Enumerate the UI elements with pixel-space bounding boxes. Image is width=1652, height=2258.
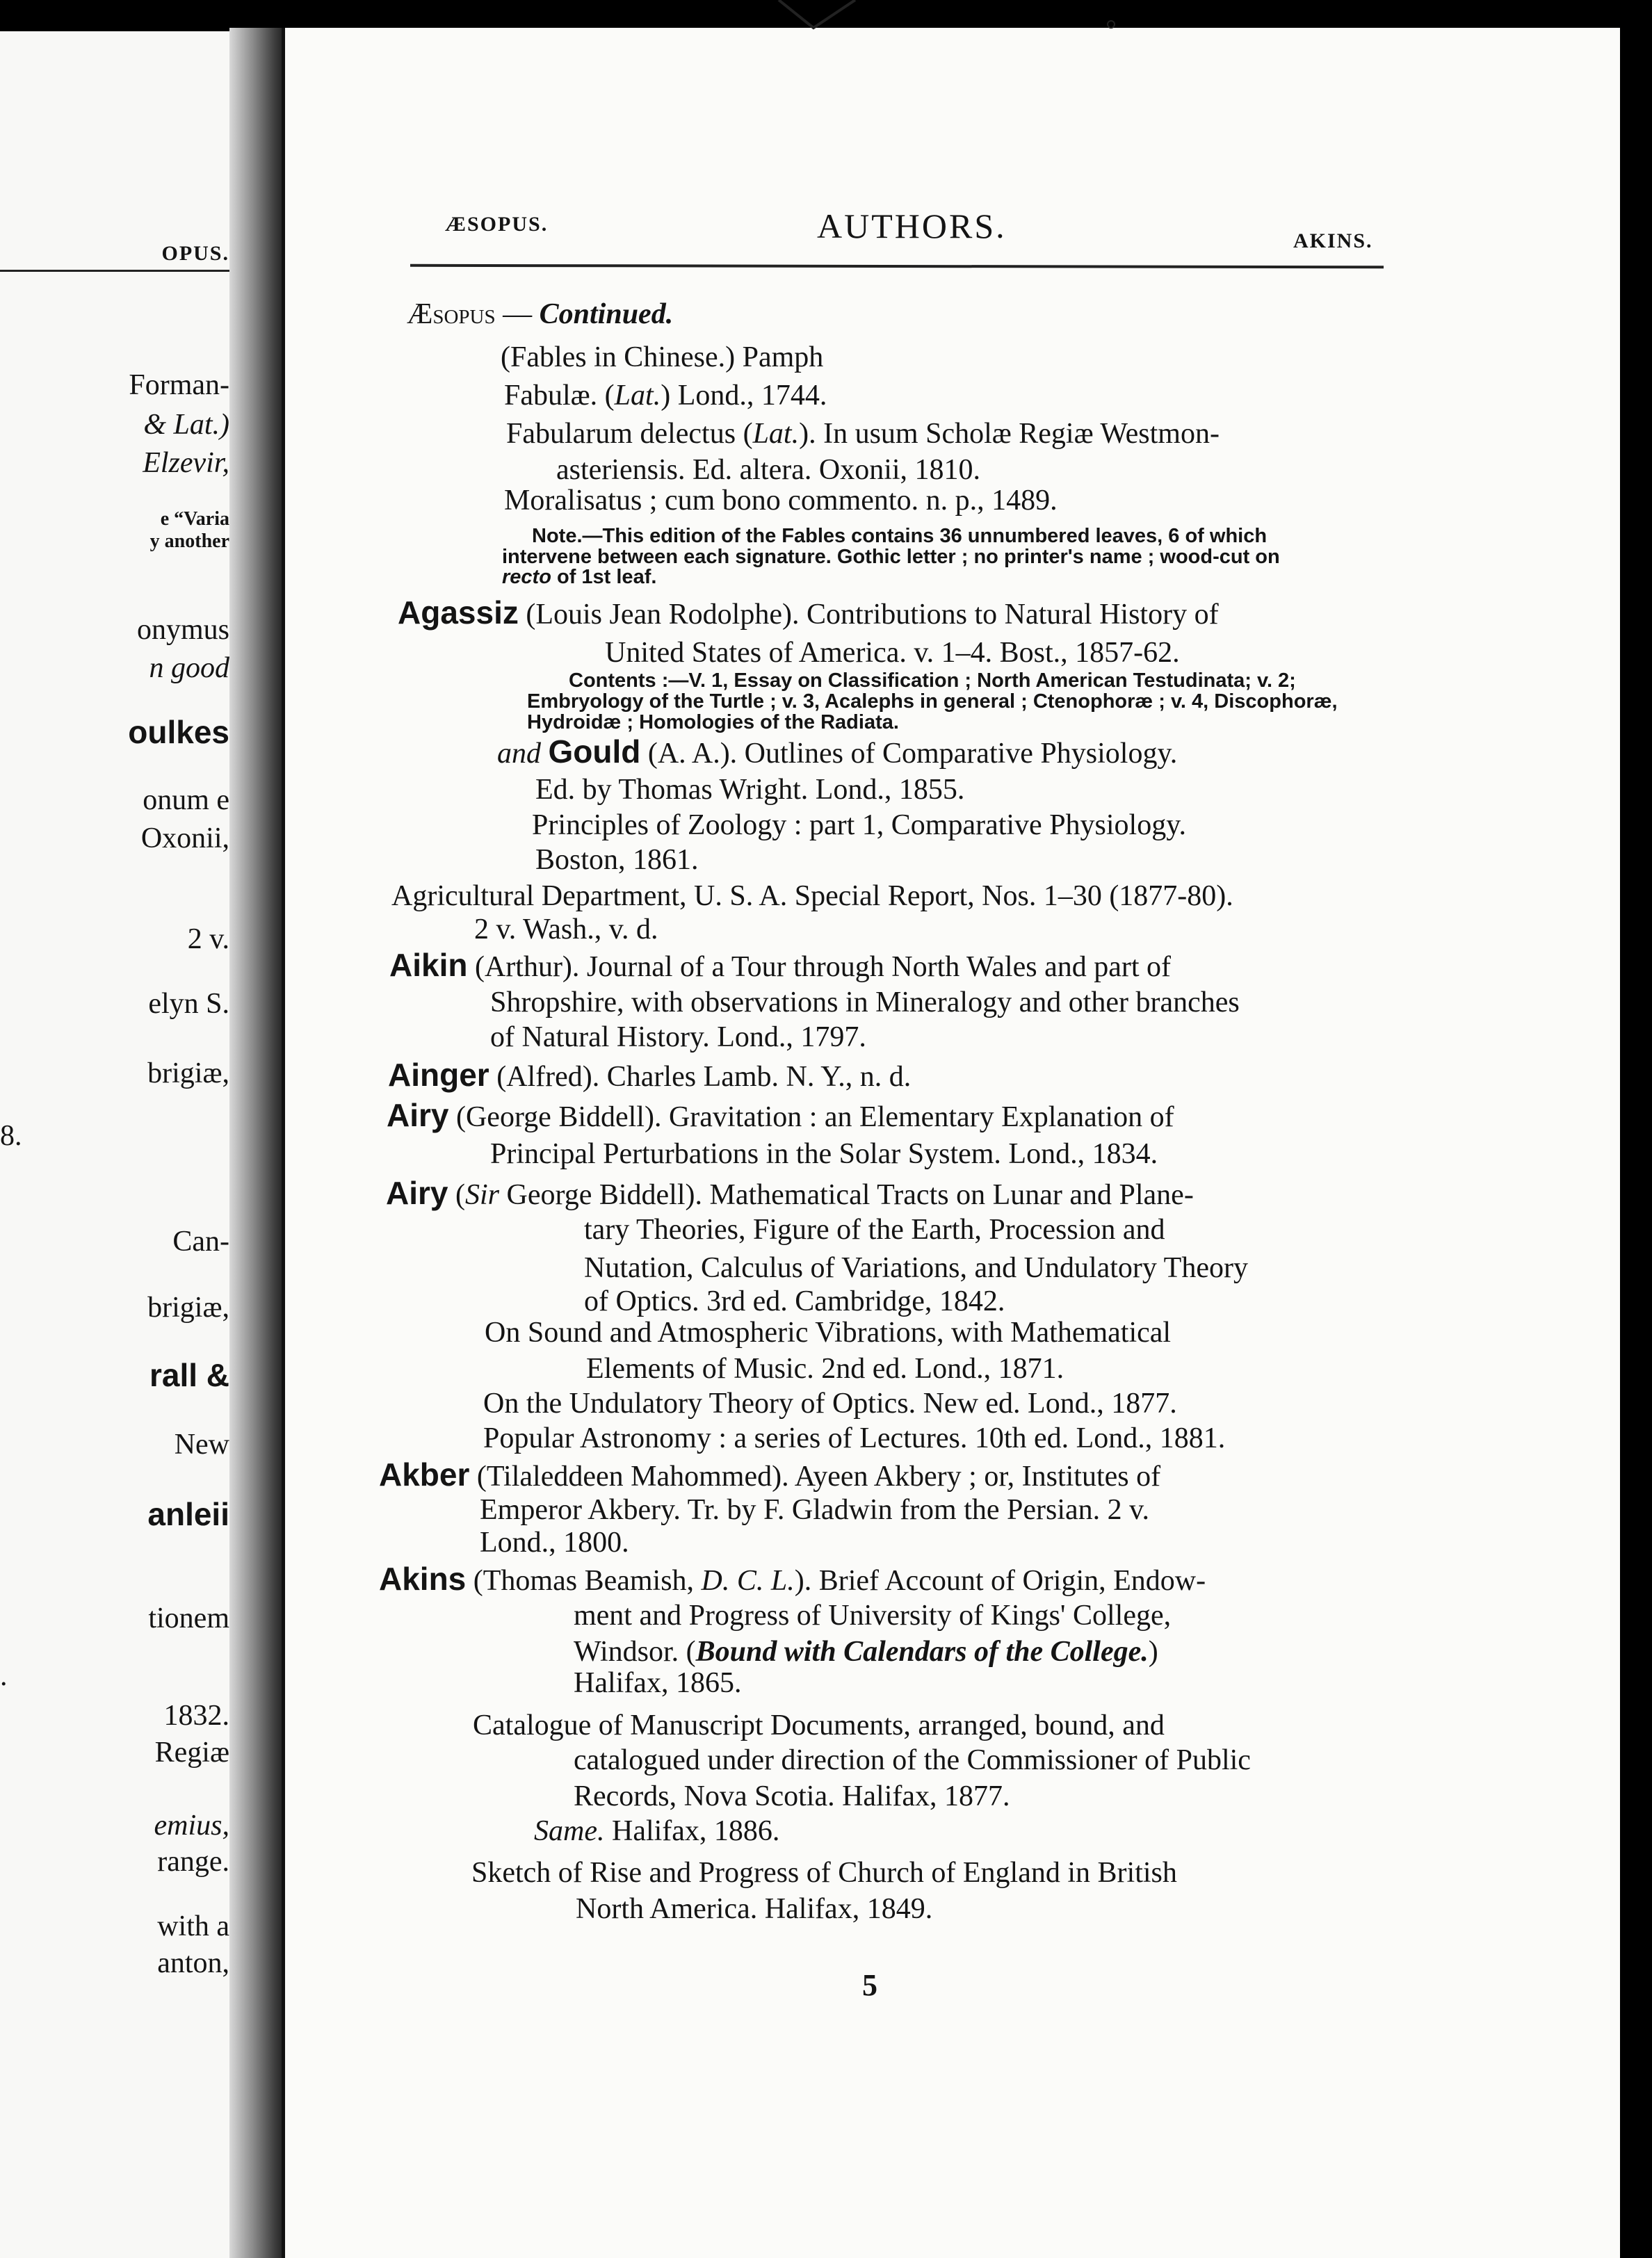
- entry-text: George Biddell). Mathematical Tracts on Lunar and Plane-: [499, 1179, 1194, 1211]
- entry-line: Moralisatus ; cum bono commento. n. p., 1489.: [504, 485, 1058, 517]
- left-line: emius,: [154, 1810, 229, 1842]
- entry-line: [497, 733, 1177, 770]
- author-name: Aikin: [389, 947, 468, 983]
- entry-text: Fabulæ. (: [504, 380, 615, 412]
- running-head-left: ÆSOPUS.: [445, 213, 549, 236]
- entry-line: tary Theories, Figure of the Earth, Procession and: [584, 1214, 1165, 1246]
- entry-line: of Natural History. Lond., 1797.: [490, 1021, 866, 1053]
- entry-heading-aesopus: [407, 298, 673, 331]
- left-line: range.: [157, 1846, 229, 1878]
- entry-line: Agricultural Department, U. S. A. Special Report, Nos. 1–30 (1877-80).: [391, 880, 1233, 912]
- author-name: Airy: [386, 1175, 448, 1211]
- entry-text: (Alfred). Charles Lamb. N. Y., n. d.: [489, 1061, 912, 1093]
- author-name: Æsopus: [407, 298, 496, 330]
- entry-text-italic: Bound with Calendars of the College.: [695, 1636, 1149, 1668]
- entry-line: ment and Progress of University of Kings' College,: [574, 1600, 1172, 1632]
- entry-text: (A. A.). Outlines of Comparative Physiology.: [640, 738, 1178, 770]
- left-line: with a: [157, 1910, 229, 1942]
- entry-text-italic: D. C. L.: [701, 1565, 795, 1597]
- dash: —: [495, 298, 540, 330]
- author-name: Agassiz: [398, 594, 519, 631]
- left-line: brigiæ,: [147, 1292, 229, 1324]
- left-line: n good: [149, 652, 229, 684]
- entry-line: United States of America. v. 1–4. Bost., 1857-62.: [605, 637, 1180, 669]
- left-line: y another: [149, 530, 229, 552]
- left-line: .: [0, 1660, 8, 1692]
- left-line: 1832.: [163, 1700, 229, 1732]
- entry-line: [379, 1456, 1160, 1493]
- entry-text: (Louis Jean Rodolphe). Contributions to Natural History of: [518, 599, 1219, 631]
- entry-text: (Tilaleddeen Mahommed). Ayeen Akbery ; or, Institutes of: [469, 1461, 1161, 1493]
- contents-line: Hydroidæ ; Homologies of the Radiata.: [527, 711, 899, 733]
- left-line: rall &: [149, 1357, 229, 1393]
- left-line: onum e: [143, 784, 229, 816]
- entry-line: Lond., 1800.: [480, 1527, 629, 1559]
- entry-text-italic: Lat.: [614, 380, 661, 412]
- entry-text-italic: Sir: [464, 1179, 499, 1211]
- entry-text: ). Brief Account of Origin, Endow-: [794, 1565, 1206, 1597]
- left-line: Forman-: [129, 369, 229, 401]
- entry-line: [506, 417, 1220, 450]
- author-name: Ainger: [388, 1057, 489, 1093]
- entry-line: Principles of Zoology : part 1, Comparative Physiology.: [532, 809, 1187, 841]
- entry-line: (Fables in Chinese.) Pamph: [501, 341, 824, 373]
- entry-text: (Thomas Beamish,: [466, 1565, 702, 1597]
- left-line: & Lat.): [143, 409, 229, 441]
- left-line: Oxonii,: [140, 822, 229, 854]
- entry-text: Fabularum delectus (: [506, 418, 753, 450]
- left-line: elyn S.: [148, 988, 229, 1020]
- entry-text-italic: Same.: [534, 1815, 605, 1847]
- entry-text: (Arthur). Journal of a Tour through North Wales and part of: [467, 951, 1172, 983]
- entry-line: Shropshire, with observations in Mineralogy and other branches: [490, 986, 1240, 1018]
- entry-line: asteriensis. Ed. altera. Oxonii, 1810.: [556, 454, 981, 486]
- left-header-rule: [0, 270, 243, 272]
- note-text: of 1st leaf.: [551, 566, 657, 588]
- entry-line: [389, 947, 1171, 984]
- author-name: Gould: [548, 733, 641, 770]
- entry-line: [574, 1635, 1158, 1668]
- entry-text-italic: Lat.: [752, 418, 800, 450]
- and-label: and: [497, 738, 541, 770]
- entry-text: Windsor. (: [574, 1636, 696, 1668]
- entry-line: Nutation, Calculus of Variations, and Undulatory Theory: [584, 1252, 1248, 1284]
- entry-line: [386, 1175, 1194, 1212]
- left-line: e “Varia: [160, 508, 229, 530]
- left-line: tionem: [148, 1602, 229, 1634]
- left-line: Elzevir,: [143, 447, 229, 479]
- entry-line: Emperor Akbery. Tr. by F. Gladwin from the Persian. 2 v.: [480, 1494, 1149, 1526]
- left-line: Regiæ: [154, 1737, 229, 1769]
- left-line: 8.: [0, 1120, 22, 1152]
- left-line: New: [174, 1429, 229, 1461]
- entry-line: [387, 1097, 1174, 1134]
- entry-line: of Optics. 3rd ed. Cambridge, 1842.: [584, 1285, 1005, 1317]
- continued-label: Continued.: [539, 298, 674, 330]
- entry-text: ) Lond., 1744.: [661, 380, 827, 412]
- scan-binding-marks: [765, 0, 1182, 42]
- entry-line: Principal Perturbations in the Solar System. Lond., 1834.: [490, 1138, 1158, 1170]
- entry-text: (: [448, 1179, 465, 1211]
- entry-line: Sketch of Rise and Progress of Church of England in British: [471, 1857, 1177, 1889]
- entry-line: [534, 1814, 779, 1848]
- entry-line: [398, 594, 1219, 631]
- note-italic: recto: [502, 566, 551, 588]
- running-head-title: AUTHORS.: [817, 206, 1007, 245]
- left-line: brigiæ,: [147, 1057, 229, 1089]
- left-line: anton,: [157, 1947, 229, 1979]
- entry-line: On Sound and Atmospheric Vibrations, with Mathematical: [485, 1317, 1172, 1349]
- entry-line: Elements of Music. 2nd ed. Lond., 1871.: [586, 1353, 1064, 1385]
- entry-line: [504, 379, 827, 412]
- entry-line: On the Undulatory Theory of Optics. New ed. Lond., 1877.: [483, 1388, 1177, 1420]
- entry-line: catalogued under direction of the Commissioner of Public: [574, 1744, 1251, 1776]
- note-line: [502, 567, 656, 589]
- entry-line: [379, 1561, 1206, 1598]
- entry-text: ): [1148, 1636, 1158, 1668]
- page-number: 5: [862, 1968, 877, 2002]
- entry-line: Ed. by Thomas Wright. Lond., 1855.: [535, 774, 965, 806]
- entry-line: Records, Nova Scotia. Halifax, 1877.: [574, 1780, 1010, 1812]
- entry-line: Halifax, 1865.: [574, 1667, 742, 1699]
- entry-line: Catalogue of Manuscript Documents, arranged, bound, and: [473, 1709, 1165, 1741]
- left-line: Can-: [172, 1226, 229, 1258]
- running-head-right: AKINS.: [1293, 229, 1373, 252]
- entry-line: 2 v. Wash., v. d.: [474, 913, 658, 945]
- left-line: 2 v.: [187, 923, 229, 955]
- entry-line: North America. Halifax, 1849.: [576, 1893, 933, 1925]
- note-line: Note.—This edition of the Fables contains 36 unnumbered leaves, 6 of which: [532, 525, 1268, 547]
- entry-text: ). In usum Scholæ Regiæ Westmon-: [799, 418, 1220, 450]
- author-name: Akins: [379, 1561, 467, 1597]
- entry-text: (George Biddell). Gravitation : an Elementary Explanation of: [448, 1101, 1174, 1133]
- contents-line: Embryology of the Turtle ; v. 3, Acalephs in general ; Ctenophoræ ; v. 4, Discophoræ,: [527, 690, 1338, 713]
- left-line: anleii: [147, 1496, 229, 1532]
- left-line: onymus: [136, 614, 229, 646]
- author-name: Airy: [387, 1097, 449, 1133]
- entry-line: [388, 1057, 911, 1094]
- entry-line: Boston, 1861.: [535, 844, 699, 876]
- note-line: intervene between each signature. Gothic letter ; no printer's name ; wood-cut on: [502, 546, 1280, 568]
- left-page-fragment: [0, 31, 250, 2258]
- left-running-head: OPUS.: [161, 242, 229, 265]
- contents-line: Contents :—V. 1, Essay on Classification ; North American Testudinata; v. 2;: [569, 669, 1296, 692]
- entry-text: Halifax, 1886.: [604, 1815, 780, 1847]
- entry-line: Popular Astronomy : a series of Lectures. 10th ed. Lond., 1881.: [483, 1422, 1226, 1454]
- author-name: Akber: [379, 1456, 470, 1493]
- left-line: oulkes: [128, 714, 229, 750]
